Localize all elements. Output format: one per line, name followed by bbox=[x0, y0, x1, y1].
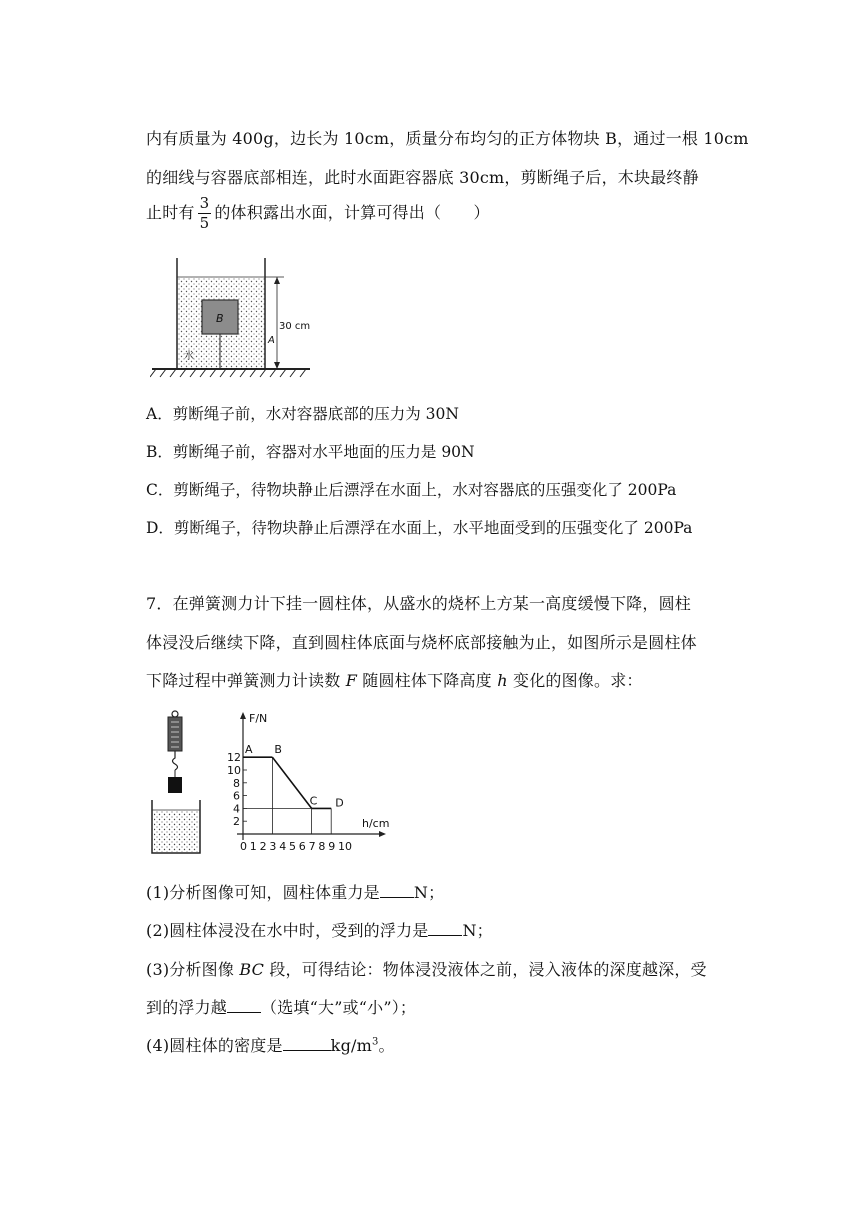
y-tick-label: 6 bbox=[233, 789, 240, 803]
segment-bc: BC bbox=[239, 960, 265, 979]
answer-blank-2[interactable] bbox=[428, 921, 462, 936]
answer-blank-3[interactable] bbox=[227, 998, 261, 1013]
height-label: 30 cm bbox=[279, 321, 311, 332]
sub4-end: 。 bbox=[378, 1036, 395, 1055]
x-tick-label: 0 bbox=[240, 840, 247, 853]
sub4-text: (4)圆柱体的密度是 bbox=[146, 1036, 283, 1055]
sub3-text-b: 段，可得结论：物体浸没液体之前，浸入液体的深度越深，受 bbox=[264, 960, 707, 979]
q7-line3-c: 变化的图像。求： bbox=[507, 671, 643, 690]
y-tick-label: 12 bbox=[227, 751, 241, 765]
sub3-text-d: （选填“大”或“小”）； bbox=[261, 998, 417, 1017]
y-tick-label: 2 bbox=[233, 815, 240, 829]
x-tick-label: 7 bbox=[308, 840, 316, 853]
q6-text-line-3 bbox=[146, 194, 490, 233]
answer-blank-4[interactable] bbox=[283, 1036, 331, 1051]
sub3-text-c: 到的浮力越 bbox=[146, 998, 228, 1017]
y-tick-label: 4 bbox=[233, 802, 240, 816]
x-tick-label: 8 bbox=[318, 840, 326, 853]
x-tick-label: 10 bbox=[338, 840, 352, 853]
unit-exponent: 3 bbox=[371, 1036, 379, 1048]
point-label: C bbox=[309, 794, 318, 808]
scale-hook-ring-icon bbox=[172, 711, 178, 717]
x-axis-arrow-icon bbox=[379, 831, 386, 837]
dim-arrow-up-icon bbox=[274, 277, 280, 284]
q7-text-line-1: 7．在弹簧测力计下挂一圆柱体，从盛水的烧杯上方某一高度缓慢下降，圆柱 bbox=[146, 594, 691, 613]
q6-line3-pre: 止时有 bbox=[146, 203, 195, 222]
y-axis-label: F/N bbox=[249, 712, 268, 725]
sub-question-2 bbox=[146, 918, 493, 941]
q7-line3-b: 随圆柱体下降高度 bbox=[357, 671, 498, 690]
q6-text-line-1: 内有质量为 400g，边长为 10cm，质量分布均匀的正方体物块 B，通过一根 10cm bbox=[146, 129, 749, 148]
block-label: B bbox=[216, 312, 224, 325]
point-label: B bbox=[274, 743, 282, 757]
container-figure bbox=[150, 255, 320, 380]
sub4-unit: kg/m bbox=[330, 1036, 372, 1055]
option-b: B．剪断绳子前，容器对水平地面的压力是 90N bbox=[146, 443, 475, 461]
sub-question-1 bbox=[146, 880, 444, 903]
q6-line3-post: 的体积露出水面，计算可得出（ ） bbox=[214, 203, 490, 222]
beaker-water bbox=[154, 810, 198, 852]
x-tick-label: 9 bbox=[328, 840, 336, 853]
series-segment bbox=[272, 757, 311, 808]
answer-blank-1[interactable] bbox=[380, 883, 414, 898]
y-tick-label: 8 bbox=[233, 776, 240, 790]
x-tick-label: 6 bbox=[298, 840, 306, 853]
x-tick-label: 3 bbox=[269, 840, 277, 853]
q6-text-line-2: 的细线与容器底部相连，此时水面距容器底 30cm，剪断绳子后，木块最终静 bbox=[146, 168, 699, 187]
point-label: D bbox=[335, 796, 344, 810]
sub-question-3-cont bbox=[146, 995, 416, 1018]
fraction bbox=[198, 194, 212, 233]
fraction-numerator: 3 bbox=[199, 194, 210, 212]
point-label: A bbox=[245, 743, 253, 757]
sub-question-4 bbox=[146, 1033, 395, 1056]
line-label: A bbox=[268, 335, 275, 346]
ground-hatching bbox=[150, 369, 306, 377]
sub-question-3 bbox=[146, 957, 707, 980]
var-h: h bbox=[497, 671, 508, 690]
x-tick-label: 5 bbox=[289, 840, 296, 853]
option-c: C．剪断绳子，待物块静止后漂浮在水面上，水对容器底的压强变化了 200Pa bbox=[146, 481, 677, 499]
x-axis-label: h/cm bbox=[362, 817, 390, 830]
cylinder-object bbox=[168, 777, 182, 793]
water-label: 水 bbox=[184, 351, 194, 362]
fraction-denominator: 5 bbox=[199, 214, 210, 232]
x-tick-label: 1 bbox=[249, 840, 257, 853]
sub1-unit: N； bbox=[413, 883, 445, 902]
sub3-text-a: (3)分析图像 bbox=[146, 960, 240, 979]
chart-axes bbox=[237, 712, 389, 840]
y-tick-label: 10 bbox=[227, 764, 241, 777]
sub2-unit: N； bbox=[462, 921, 493, 940]
y-axis-arrow-icon bbox=[240, 712, 246, 719]
q7-text-line-2: 体浸没后继续下降，直到圆柱体底面与烧杯底部接触为止，如图所示是圆柱体 bbox=[146, 633, 697, 652]
x-tick-label: 2 bbox=[259, 840, 267, 853]
q7-text-line-3 bbox=[146, 668, 643, 691]
dim-arrow-down-icon bbox=[274, 362, 280, 369]
option-d: D．剪断绳子，待物块静止后漂浮在水面上，水平地面受到的压强变化了 200Pa bbox=[146, 519, 693, 537]
var-f: F bbox=[345, 671, 357, 690]
sub2-text: (2)圆柱体浸没在水中时，受到的浮力是 bbox=[146, 921, 429, 940]
scale-hook bbox=[173, 751, 178, 770]
option-a: A．剪断绳子前，水对容器底部的压力为 30N bbox=[146, 405, 459, 423]
sub1-text: (1)分析图像可知，圆柱体重力是 bbox=[146, 883, 380, 902]
x-tick-label: 4 bbox=[279, 840, 287, 853]
spring-scale-figure bbox=[148, 708, 218, 858]
force-height-chart bbox=[222, 708, 402, 860]
q7-line3-a: 下降过程中弹簧测力计读数 bbox=[146, 671, 346, 690]
